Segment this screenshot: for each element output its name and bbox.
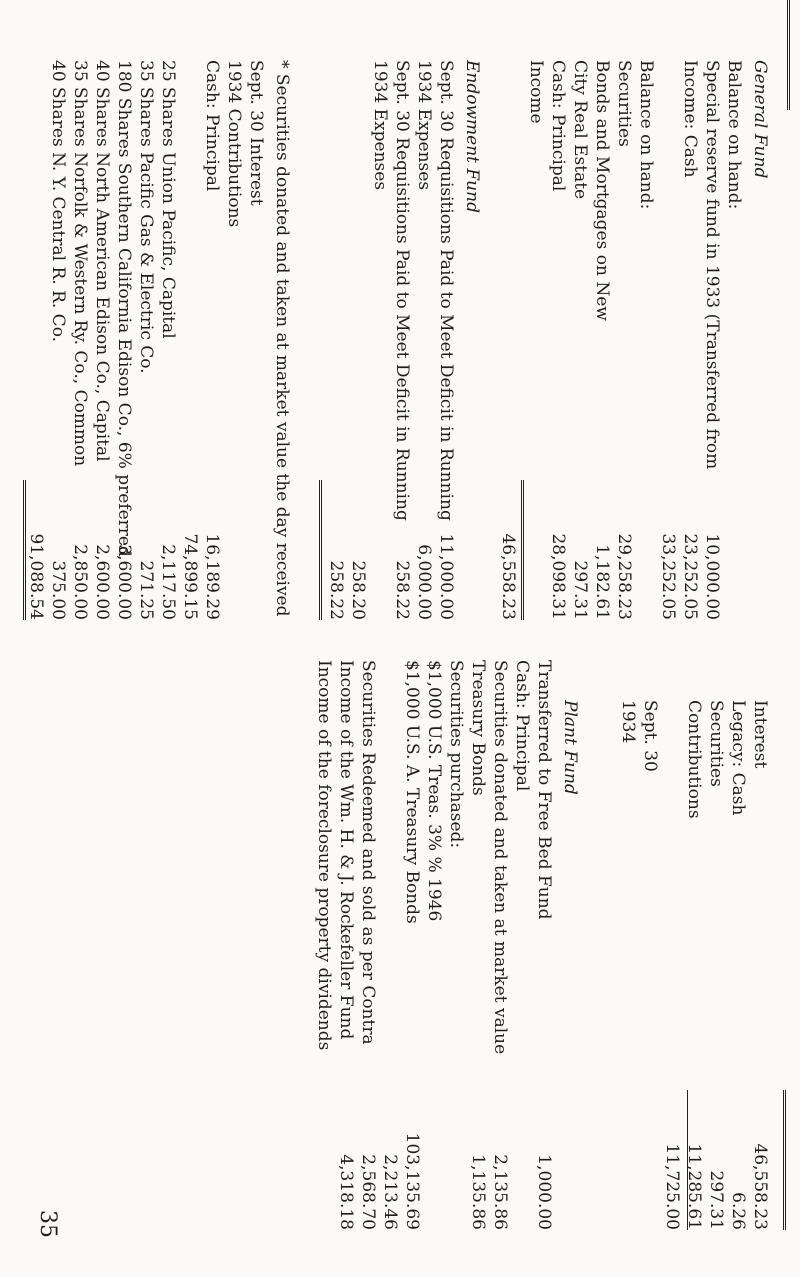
ledger-label: Securities donated and taken at market value <box>490 660 510 1055</box>
amount: 6,000.00 <box>414 544 434 620</box>
amount: 103,135.69 <box>402 1132 422 1230</box>
amount: 10,000.00 <box>702 533 722 620</box>
ledger-label: $1,000 U.S. A. Treasury Bonds <box>402 660 422 924</box>
double-rule <box>787 0 790 110</box>
amount: 297.31 <box>570 560 590 620</box>
ledger-label: Securities purchased: <box>446 660 466 849</box>
ledger-label: Income of the Wm. H. & J. Rockefeller Fund <box>336 660 356 1040</box>
amount: 2,135.86 <box>490 1154 510 1230</box>
ledger-label: Bonds and Mortgages on New <box>592 60 612 321</box>
double-rule <box>319 480 322 620</box>
amount: 2,568.70 <box>358 1154 378 1230</box>
amount: 2,213.46 <box>380 1154 400 1230</box>
amount: 16,189.29 <box>202 533 222 620</box>
ledger-label: Balance on hand: <box>636 60 656 210</box>
amount: 11,725.00 <box>662 1143 682 1230</box>
amount: 271.25 <box>136 560 156 620</box>
section-heading: Plant Fund <box>560 700 580 795</box>
ledger-label: Cash: Principal <box>202 60 222 192</box>
ledger-label: City Real Estate <box>570 60 590 200</box>
ledger-label: $1,000 U.S. Treas. 3% % 1946 <box>424 660 444 922</box>
amount: 11,285.61 <box>684 1143 704 1230</box>
ledger-label: Cash: Principal <box>548 60 568 192</box>
ledger-label: 1934 Expenses <box>414 60 434 191</box>
amount: 2,850.00 <box>70 544 90 620</box>
section-heading: Endowment Fund <box>462 60 482 213</box>
ledger-label: 1934 Expenses <box>370 60 390 191</box>
page-number: 35 <box>35 1210 60 1238</box>
ledger-label: Transferred to Free Bed Fund <box>534 660 554 920</box>
ledger-label: Cash: Principal <box>512 660 532 792</box>
amount: 46,558.23 <box>750 1143 770 1230</box>
ledger-label: 1934 <box>618 700 638 744</box>
amount: 1,135.86 <box>468 1154 488 1230</box>
ledger-label: Securities <box>614 60 634 147</box>
double-rule <box>521 480 524 620</box>
double-rule <box>23 480 26 620</box>
ledger-label: Interest <box>750 700 770 769</box>
ledger-label: 35 Shares Pacific Gas & Electric Co. <box>136 60 156 374</box>
amount: 6.26 <box>728 1192 748 1230</box>
ledger-label: Sept. 30 Requisitions Paid to Meet Deficit in Running <box>392 60 412 521</box>
ledger-label: Special reserve fund in 1933 (Transferred from <box>702 60 722 470</box>
amount: 1,182.61 <box>592 544 612 620</box>
amount: 258.20 <box>348 560 368 620</box>
amount: 46,558.23 <box>498 533 518 620</box>
amount: 2,600.00 <box>92 544 112 620</box>
ledger-label: Sept. 30 Requisitions Paid to Meet Deficit in Running <box>436 60 456 521</box>
ledger-label: 180 Shares Southern California Edison Co., 6% preferred <box>114 60 134 557</box>
amount: 29,258.23 <box>614 533 634 620</box>
ledger-label: Contributions <box>684 700 704 819</box>
amount: 258.22 <box>392 560 412 620</box>
amount: 23,252.05 <box>680 533 700 620</box>
ledger-label: Legacy: Cash <box>728 700 748 816</box>
ledger-label: Sept. 30 Interest <box>246 60 266 206</box>
ledger-label: Securities <box>706 700 726 787</box>
amount: 33,252.05 <box>658 533 678 620</box>
amount: 297.31 <box>706 1170 726 1230</box>
ledger-label: Income of the foreclosure property dividends <box>314 660 334 1051</box>
double-rule <box>783 1090 786 1230</box>
section-heading: General Fund <box>750 60 770 179</box>
section-heading: * Securities donated and taken at market value the day received <box>272 60 292 617</box>
amount: 258.22 <box>326 560 346 620</box>
ledger-label: 25 Shares Union Pacific, Capital <box>158 60 178 339</box>
amount: 11,000.00 <box>436 533 456 620</box>
rule <box>687 1090 688 1230</box>
ledger-label: 35 Shares Norfolk & Western Ry. Co., Common <box>70 60 90 467</box>
ledger-label: Balance on hand: <box>724 60 744 210</box>
ledger-label: Sept. 30 <box>640 700 660 772</box>
amount: 2,117.50 <box>158 544 178 620</box>
ledger-label: 1934 Contributions <box>224 60 244 228</box>
amount: 3,600.00 <box>114 544 134 620</box>
amount: 28,098.31 <box>548 533 568 620</box>
ledger-label: Securities Redeemed and sold as per Contra <box>358 660 378 1045</box>
ledger-label: 40 Shares North American Edison Co., Capital <box>92 60 112 462</box>
ledger-label: Income <box>526 60 546 124</box>
amount: 4,318.18 <box>336 1154 356 1230</box>
amount: 91,088.54 <box>26 533 46 620</box>
ledger-label: 40 Shares N. Y. Central R. R. Co. <box>48 60 68 343</box>
amount: 375.00 <box>48 560 68 620</box>
amount: 74,899.15 <box>180 533 200 620</box>
amount: 1,000.00 <box>534 1154 554 1230</box>
ledger-label: Income: Cash <box>680 60 700 178</box>
ledger-label: Treasury Bonds <box>468 660 488 796</box>
